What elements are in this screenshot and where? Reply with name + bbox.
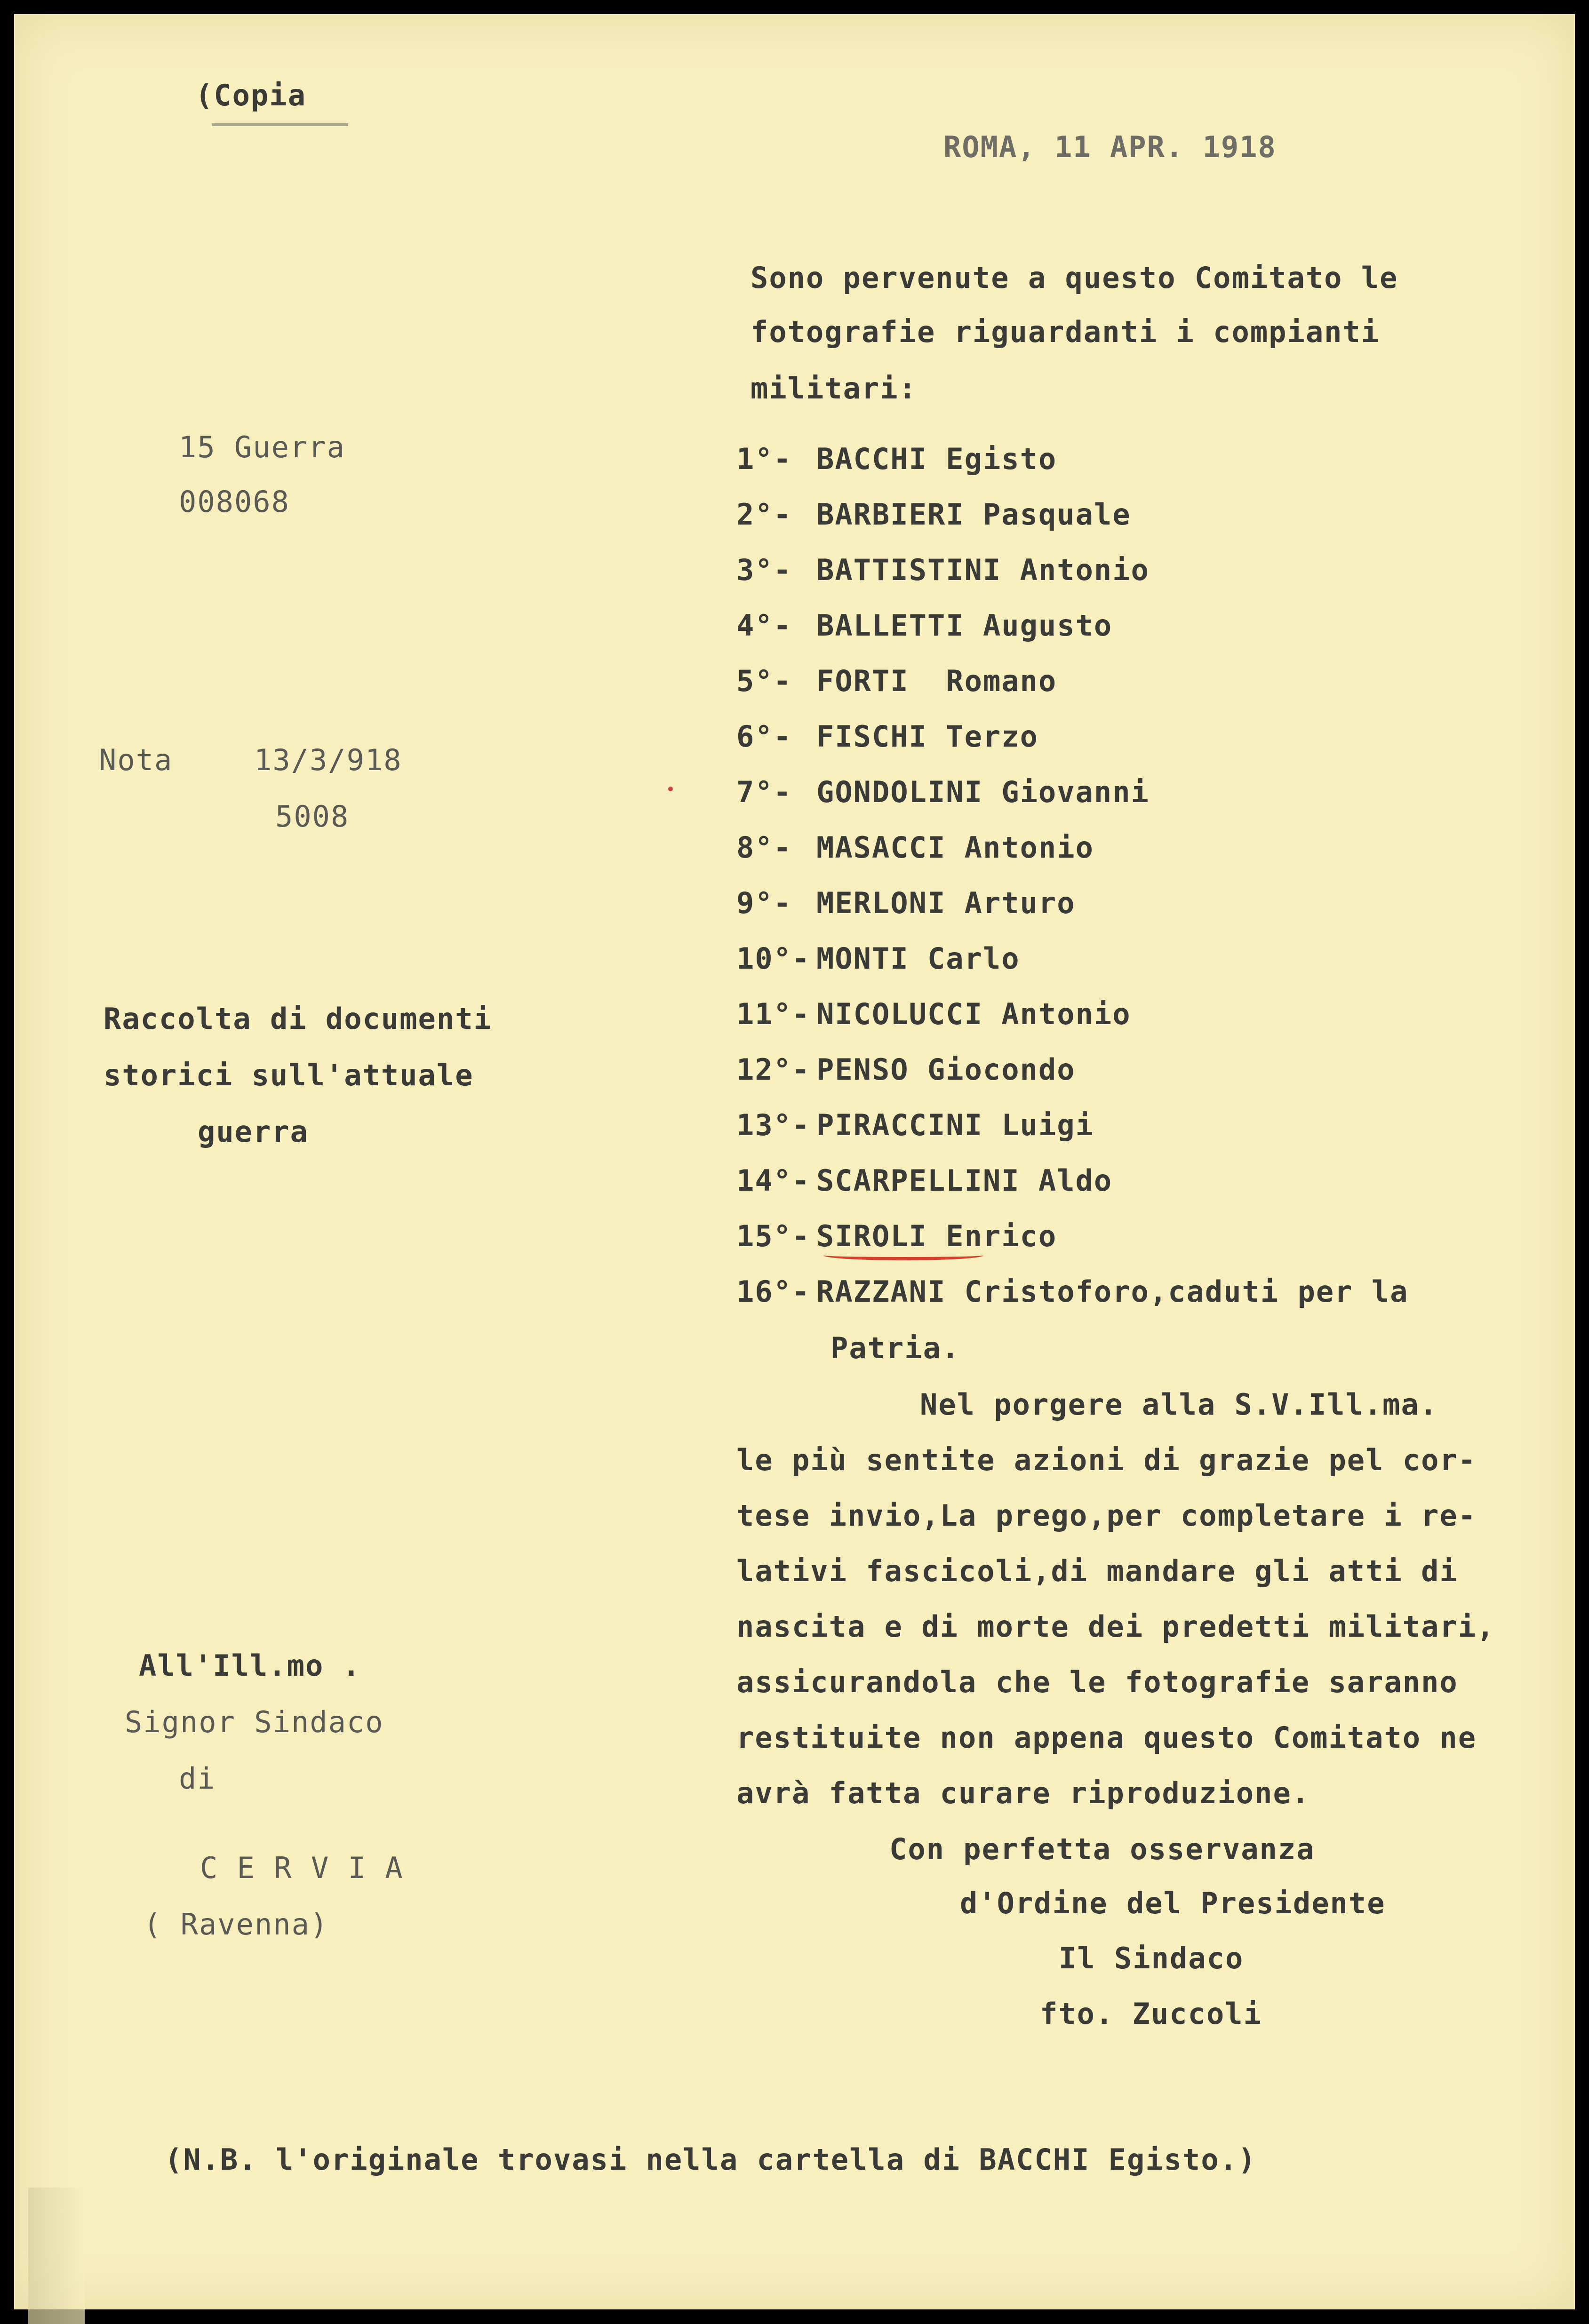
collection-line-2: storici sull'attuale [104, 1058, 474, 1092]
list-item-number: 9°- [736, 886, 792, 920]
footer-note: (N.B. l'originale trovasi nella cartella di BACCHI Egisto.) [165, 2142, 1257, 2177]
list-item-name: FISCHI Terzo [816, 719, 1038, 754]
list-end: Patria. [830, 1331, 960, 1365]
list-item-name: BATTISTINI Antonio [816, 553, 1150, 587]
list-item [736, 719, 1038, 754]
list-item-number: 5°- [736, 664, 792, 698]
paragraph-line-2: le più sentite azioni di grazie pel cor- [736, 1443, 1477, 1477]
paragraph-line-4: lativi fascicoli,di mandare gli atti di [736, 1554, 1458, 1588]
document-page [14, 14, 1575, 2309]
closing-line-2: d'Ordine del Presidente [960, 1886, 1386, 1920]
page-corner-wear [28, 2188, 85, 2324]
intro-line-2: fotografie riguardanti i compianti [751, 315, 1380, 349]
nota-number: 5008 [275, 799, 350, 834]
list-item-name: SCARPELLINI Aldo [816, 1163, 1113, 1198]
list-item-number: 2°- [736, 497, 792, 532]
red-pencil-underline [823, 1250, 983, 1260]
paragraph-line-1: Nel porgere alla S.V.Ill.ma. [920, 1387, 1438, 1422]
list-item-name: FORTI Romano [816, 664, 1057, 698]
closing-line-1: Con perfetta osservanza [889, 1832, 1315, 1866]
list-item-number: 13°- [736, 1108, 811, 1142]
copy-mark-underline [212, 123, 348, 126]
paragraph-line-8: avrà fatta curare riproduzione. [736, 1776, 1310, 1810]
list-item [736, 1163, 1113, 1198]
list-item-name: NICOLUCCI Antonio [816, 997, 1131, 1031]
nota-date: 13/3/918 [254, 743, 402, 777]
list-item-name: PENSO Giocondo [816, 1052, 1076, 1087]
list-item-number: 16°- [736, 1274, 811, 1309]
intro-line-1: Sono pervenute a questo Comitato le [751, 261, 1398, 295]
collection-line-1: Raccolta di documenti [104, 1002, 492, 1036]
list-item [736, 442, 1057, 476]
list-item-name: MASACCI Antonio [816, 830, 1094, 865]
collection-line-3: guerra [198, 1114, 309, 1149]
addressee-line-5: ( Ravenna) [144, 1907, 329, 1942]
list-item-number: 4°- [736, 608, 792, 643]
list-item-number: 6°- [736, 719, 792, 754]
list-item [736, 886, 1076, 920]
list-item-number: 12°- [736, 1052, 811, 1087]
intro-line-3: militari: [751, 371, 917, 406]
list-item [736, 830, 1094, 865]
list-item-number: 3°- [736, 553, 792, 587]
list-item-name: BALLETTI Augusto [816, 608, 1113, 643]
paragraph-line-6: assicurandola che le fotografie saranno [736, 1665, 1458, 1699]
list-item [736, 497, 1131, 532]
list-item-name: GONDOLINI Giovanni [816, 775, 1150, 809]
signature-line: fto. Zuccoli [1040, 1997, 1262, 2031]
nota-label: Nota [99, 743, 173, 777]
list-item-number: 7°- [736, 775, 792, 809]
addressee-line-1: All'Ill.mo . [139, 1648, 361, 1683]
list-item-number: 11°- [736, 997, 811, 1031]
addressee-line-4: C E R V I A [200, 1851, 404, 1885]
list-item-number: 14°- [736, 1163, 811, 1198]
paragraph-line-7: restituite non appena questo Comitato ne [736, 1720, 1477, 1755]
list-item-number: 8°- [736, 830, 792, 865]
list-item-number: 15°- [736, 1219, 811, 1253]
list-item-name: BARBIERI Pasquale [816, 497, 1131, 532]
place-date: ROMA, 11 APR. 1918 [943, 130, 1277, 164]
reference-line-1: 15 Guerra [179, 430, 345, 464]
list-item-name: MONTI Carlo [816, 941, 1020, 976]
paragraph-line-3: tese invio,La prego,per completare i re- [736, 1498, 1477, 1533]
list-item-name: SIROLI Enrico [816, 1219, 1057, 1253]
paragraph-line-5: nascita e di morte dei predetti militari, [736, 1609, 1495, 1644]
list-item [736, 1274, 1409, 1309]
copy-mark: (Copia [195, 78, 306, 112]
list-item-number: 10°- [736, 941, 811, 976]
list-item [736, 1108, 1094, 1142]
list-item-number: 1°- [736, 442, 792, 476]
list-item-name: BACCHI Egisto [816, 442, 1057, 476]
list-item [736, 664, 1057, 698]
closing-line-3: Il Sindaco [1059, 1941, 1244, 1975]
list-item-name: MERLONI Arturo [816, 886, 1076, 920]
addressee-line-3: di [179, 1761, 216, 1796]
list-item [736, 553, 1150, 587]
list-item-name: PIRACCINI Luigi [816, 1108, 1094, 1142]
ink-spot [668, 787, 673, 791]
list-item [736, 997, 1131, 1031]
list-item [736, 1052, 1076, 1087]
list-item [736, 775, 1150, 809]
list-item [736, 608, 1113, 643]
list-item-name: RAZZANI Cristoforo,caduti per la [816, 1274, 1409, 1309]
list-item [736, 1219, 1057, 1253]
addressee-line-2: Signor Sindaco [125, 1705, 384, 1739]
list-item [736, 941, 1020, 976]
reference-line-2: 008068 [179, 485, 290, 519]
